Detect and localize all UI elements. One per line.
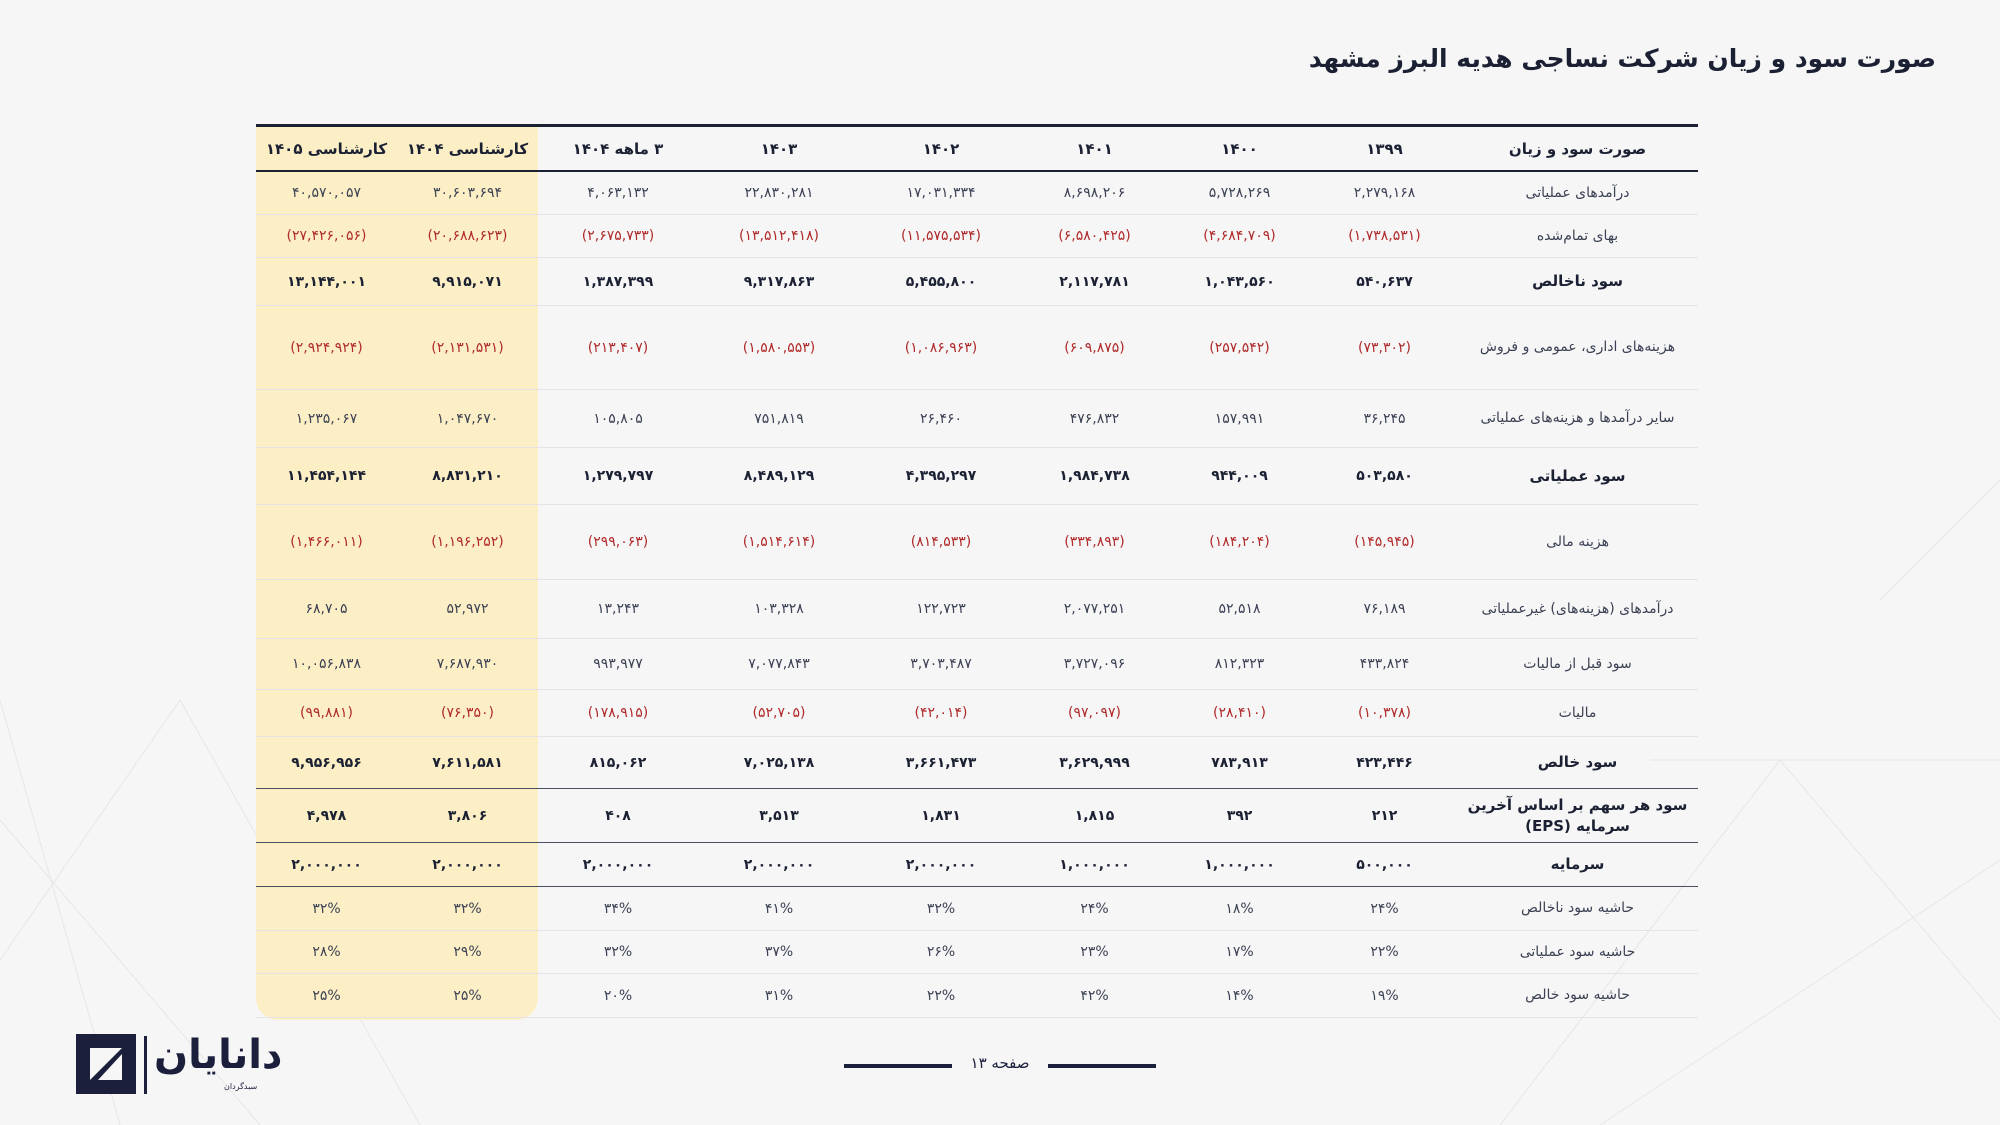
- table-cell: (۱,۵۸۰,۵۵۳): [698, 306, 860, 390]
- table-cell: (۶۰۹,۸۷۵): [1022, 306, 1167, 390]
- row-label: سود هر سهم بر اساس آخرین سرمایه (EPS): [1457, 789, 1698, 843]
- row-label: مالیات: [1457, 690, 1698, 737]
- table-cell: ۱,۲۳۵,۰۶۷: [256, 390, 397, 448]
- table-cell: (۱۰,۳۷۸): [1312, 690, 1457, 737]
- row-label: درآمدهای عملیاتی: [1457, 172, 1698, 215]
- table-cell: ۴,۳۹۵,۲۹۷: [860, 448, 1022, 505]
- table-cell: ۲,۰۰۰,۰۰۰: [860, 843, 1022, 887]
- table-cell: ۷۸۳,۹۱۳: [1167, 737, 1312, 789]
- table-cell: (۲۱۳,۴۰۷): [538, 306, 698, 390]
- table-cell: ۵,۷۲۸,۲۶۹: [1167, 172, 1312, 215]
- table-cell: ۳۲%: [860, 887, 1022, 931]
- row-label: سود قبل از مالیات: [1457, 639, 1698, 690]
- table-cell: ۱۲۲,۷۲۳: [860, 580, 1022, 639]
- table-cell: ۳۹۲: [1167, 789, 1312, 843]
- table-cell: (۱۴۵,۹۴۵): [1312, 505, 1457, 580]
- table-cell: ۱۳,۱۴۴,۰۰۱: [256, 258, 397, 306]
- table-cell: ۱۵۷,۹۹۱: [1167, 390, 1312, 448]
- table-cell: ۳۶,۲۴۵: [1312, 390, 1457, 448]
- table-cell: ۳۲%: [397, 887, 538, 931]
- table-cell: ۱۹%: [1312, 974, 1457, 1018]
- table-cell: ۱,۳۸۷,۳۹۹: [538, 258, 698, 306]
- table-cell: (۲,۹۲۴,۹۲۴): [256, 306, 397, 390]
- table-cell: ۴,۰۶۳,۱۳۲: [538, 172, 698, 215]
- table-cell: ۸,۸۳۱,۲۱۰: [397, 448, 538, 505]
- table-cell: ۴۷۶,۸۳۲: [1022, 390, 1167, 448]
- table-cell: ۵۴۰,۶۳۷: [1312, 258, 1457, 306]
- table-cell: ۸۱۲,۳۲۳: [1167, 639, 1312, 690]
- table-cell: ۲۶%: [860, 931, 1022, 974]
- table-cell: ۲۸%: [256, 931, 397, 974]
- table-cell: (۱۱,۵۷۵,۵۳۴): [860, 215, 1022, 258]
- logo-mark-icon: [76, 1034, 136, 1094]
- table-cell: (۴,۶۸۴,۷۰۹): [1167, 215, 1312, 258]
- table-cell: (۱,۷۳۸,۵۳۱): [1312, 215, 1457, 258]
- table-cell: ۱۷%: [1167, 931, 1312, 974]
- table-cell: ۳۲%: [538, 931, 698, 974]
- table-cell: (۲۰,۶۸۸,۶۲۳): [397, 215, 538, 258]
- column-header: کارشناسی ۱۴۰۵: [256, 124, 397, 172]
- row-label: هزینه مالی: [1457, 505, 1698, 580]
- table-cell: ۲۱۲: [1312, 789, 1457, 843]
- table-cell: ۱۰۵,۸۰۵: [538, 390, 698, 448]
- table-cell: ۸,۶۹۸,۲۰۶: [1022, 172, 1167, 215]
- table-cell: ۲۲%: [860, 974, 1022, 1018]
- row-label: سود خالص: [1457, 737, 1698, 789]
- row-label: درآمدهای (هزینه‌های) غیرعملیاتی: [1457, 580, 1698, 639]
- table-cell: ۴۰۸: [538, 789, 698, 843]
- table-cell: ۲۳%: [1022, 931, 1167, 974]
- table-cell: ۱,۰۰۰,۰۰۰: [1167, 843, 1312, 887]
- footer-line-left: [844, 1064, 952, 1068]
- column-header: ۱۴۰۱: [1022, 124, 1167, 172]
- table-cell: (۷۶,۳۵۰): [397, 690, 538, 737]
- table-cell: ۱,۹۸۴,۷۳۸: [1022, 448, 1167, 505]
- table-cell: ۱۱,۴۵۴,۱۴۴: [256, 448, 397, 505]
- table-cell: (۲۹۹,۰۶۳): [538, 505, 698, 580]
- table-cell: ۶۸,۷۰۵: [256, 580, 397, 639]
- table-cell: ۴,۹۷۸: [256, 789, 397, 843]
- table-cell: ۴۲%: [1022, 974, 1167, 1018]
- table-cell: (۳۳۴,۸۹۳): [1022, 505, 1167, 580]
- table-cell: ۳۷%: [698, 931, 860, 974]
- logo-divider: [144, 1036, 147, 1094]
- table-cell: ۵,۴۵۵,۸۰۰: [860, 258, 1022, 306]
- danayan-logo: [76, 1032, 283, 1098]
- table-cell: ۸۱۵,۰۶۲: [538, 737, 698, 789]
- row-label: هزینه‌های اداری، عمومی و فروش: [1457, 306, 1698, 390]
- row-label: سرمایه: [1457, 843, 1698, 887]
- table-cell: ۲۴%: [1022, 887, 1167, 931]
- table-cell: ۲,۱۱۷,۷۸۱: [1022, 258, 1167, 306]
- table-cell: (۶,۵۸۰,۴۲۵): [1022, 215, 1167, 258]
- table-cell: (۱,۰۸۶,۹۶۳): [860, 306, 1022, 390]
- table-cell: (۷۳,۳۰۲): [1312, 306, 1457, 390]
- table-cell: (۲۷,۴۲۶,۰۵۶): [256, 215, 397, 258]
- table-cell: ۲۰%: [538, 974, 698, 1018]
- income-statement-table: [256, 124, 1698, 1020]
- table-cell: ۳,۵۱۳: [698, 789, 860, 843]
- row-label-header: صورت سود و زیان: [1457, 124, 1698, 172]
- row-label: حاشیه سود ناخالص: [1457, 887, 1698, 931]
- table-cell: ۹۴۴,۰۰۹: [1167, 448, 1312, 505]
- table-cell: ۱,۸۱۵: [1022, 789, 1167, 843]
- table-cell: ۷,۰۲۵,۱۳۸: [698, 737, 860, 789]
- column-header: ۱۳۹۹: [1312, 124, 1457, 172]
- table-cell: ۱۰,۰۵۶,۸۳۸: [256, 639, 397, 690]
- table-cell: ۲,۰۷۷,۲۵۱: [1022, 580, 1167, 639]
- table-cell: (۱,۴۶۶,۰۱۱): [256, 505, 397, 580]
- table-cell: (۸۱۴,۵۳۳): [860, 505, 1022, 580]
- table-cell: ۴۲۳,۴۴۶: [1312, 737, 1457, 789]
- table-cell: ۱۴%: [1167, 974, 1312, 1018]
- table-cell: ۲,۲۷۹,۱۶۸: [1312, 172, 1457, 215]
- table-cell: ۹۹۳,۹۷۷: [538, 639, 698, 690]
- table-cell: ۲۹%: [397, 931, 538, 974]
- page-footer: [844, 1054, 1156, 1076]
- table-cell: ۲۵%: [256, 974, 397, 1018]
- row-label: بهای تمام‌شده: [1457, 215, 1698, 258]
- table-cell: ۴۰,۵۷۰,۰۵۷: [256, 172, 397, 215]
- table-cell: ۱۰۳,۳۲۸: [698, 580, 860, 639]
- footer-line-right: [1048, 1064, 1156, 1068]
- row-label: حاشیه سود خالص: [1457, 974, 1698, 1018]
- table-cell: ۳,۶۲۹,۹۹۹: [1022, 737, 1167, 789]
- row-label: سود ناخالص: [1457, 258, 1698, 306]
- table-cell: ۱۸%: [1167, 887, 1312, 931]
- column-header: کارشناسی ۱۴۰۴: [397, 124, 538, 172]
- table-cell: ۳,۷۲۷,۰۹۶: [1022, 639, 1167, 690]
- table-cell: ۲۶,۴۶۰: [860, 390, 1022, 448]
- table-cell: ۱,۰۰۰,۰۰۰: [1022, 843, 1167, 887]
- page-title: صورت سود و زیان شرکت نساجی هدیه البرز مشهد: [1308, 44, 1936, 73]
- table-cell: (۲,۶۷۵,۷۳۳): [538, 215, 698, 258]
- table-cell: ۷,۰۷۷,۸۴۳: [698, 639, 860, 690]
- table-cell: (۹۹,۸۸۱): [256, 690, 397, 737]
- logo-tagline: سبدگردان: [224, 1082, 258, 1091]
- table-cell: ۷۵۱,۸۱۹: [698, 390, 860, 448]
- logo-name: دانایان: [154, 1032, 283, 1078]
- row-label: حاشیه سود عملیاتی: [1457, 931, 1698, 974]
- table-cell: ۳۱%: [698, 974, 860, 1018]
- table-cell: ۷,۶۱۱,۵۸۱: [397, 737, 538, 789]
- table-cell: ۱,۰۴۳,۵۶۰: [1167, 258, 1312, 306]
- table-cell: ۷۶,۱۸۹: [1312, 580, 1457, 639]
- column-header: ۱۴۰۰: [1167, 124, 1312, 172]
- row-label: سایر درآمدها و هزینه‌های عملیاتی: [1457, 390, 1698, 448]
- table-cell: ۳۴%: [538, 887, 698, 931]
- table-cell: (۵۲,۷۰۵): [698, 690, 860, 737]
- column-header: ۳ ماهه ۱۴۰۴: [538, 124, 698, 172]
- table-cell: (۱۳,۵۱۲,۴۱۸): [698, 215, 860, 258]
- table-cell: ۴۳۳,۸۲۴: [1312, 639, 1457, 690]
- table-cell: (۱۸۴,۲۰۴): [1167, 505, 1312, 580]
- table-cell: ۷,۶۸۷,۹۳۰: [397, 639, 538, 690]
- table-cell: ۳۰,۶۰۳,۶۹۴: [397, 172, 538, 215]
- table-cell: (۱۷۸,۹۱۵): [538, 690, 698, 737]
- table-cell: (۲,۱۳۱,۵۳۱): [397, 306, 538, 390]
- table-cell: ۳,۶۶۱,۴۷۳: [860, 737, 1022, 789]
- table-cell: ۳,۷۰۳,۴۸۷: [860, 639, 1022, 690]
- table-cell: ۱,۰۴۷,۶۷۰: [397, 390, 538, 448]
- column-header: ۱۴۰۳: [698, 124, 860, 172]
- table-cell: ۹,۳۱۷,۸۶۳: [698, 258, 860, 306]
- table-cell: (۱,۱۹۶,۲۵۲): [397, 505, 538, 580]
- table-cell: (۹۷,۰۹۷): [1022, 690, 1167, 737]
- table-cell: ۹,۹۱۵,۰۷۱: [397, 258, 538, 306]
- table-cell: ۴۱%: [698, 887, 860, 931]
- table-cell: ۲,۰۰۰,۰۰۰: [256, 843, 397, 887]
- table-cell: ۱,۸۳۱: [860, 789, 1022, 843]
- table-cell: ۸,۴۸۹,۱۲۹: [698, 448, 860, 505]
- table-cell: ۵۲,۹۷۲: [397, 580, 538, 639]
- table-cell: ۵۰۳,۵۸۰: [1312, 448, 1457, 505]
- table-cell: (۴۲,۰۱۴): [860, 690, 1022, 737]
- row-label: سود عملیاتی: [1457, 448, 1698, 505]
- table-cell: ۲۲,۸۳۰,۲۸۱: [698, 172, 860, 215]
- table-cell: ۲,۰۰۰,۰۰۰: [397, 843, 538, 887]
- column-header: ۱۴۰۲: [860, 124, 1022, 172]
- table-cell: ۲۵%: [397, 974, 538, 1018]
- table-cell: ۱,۲۷۹,۷۹۷: [538, 448, 698, 505]
- table-cell: ۱۳,۲۴۳: [538, 580, 698, 639]
- table-cell: ۳۲%: [256, 887, 397, 931]
- table-cell: ۲۲%: [1312, 931, 1457, 974]
- table-cell: ۵۲,۵۱۸: [1167, 580, 1312, 639]
- table-cell: ۲۴%: [1312, 887, 1457, 931]
- page-number: صفحه ۱۳: [970, 1054, 1030, 1072]
- table-cell: (۲۵۷,۵۴۲): [1167, 306, 1312, 390]
- table-grid: [256, 124, 1698, 1018]
- table-cell: ۳,۸۰۶: [397, 789, 538, 843]
- table-cell: ۲,۰۰۰,۰۰۰: [538, 843, 698, 887]
- table-cell: ۹,۹۵۶,۹۵۶: [256, 737, 397, 789]
- table-cell: ۲,۰۰۰,۰۰۰: [698, 843, 860, 887]
- table-cell: ۱۷,۰۳۱,۳۳۴: [860, 172, 1022, 215]
- table-cell: (۲۸,۴۱۰): [1167, 690, 1312, 737]
- table-cell: ۵۰۰,۰۰۰: [1312, 843, 1457, 887]
- table-cell: (۱,۵۱۴,۶۱۴): [698, 505, 860, 580]
